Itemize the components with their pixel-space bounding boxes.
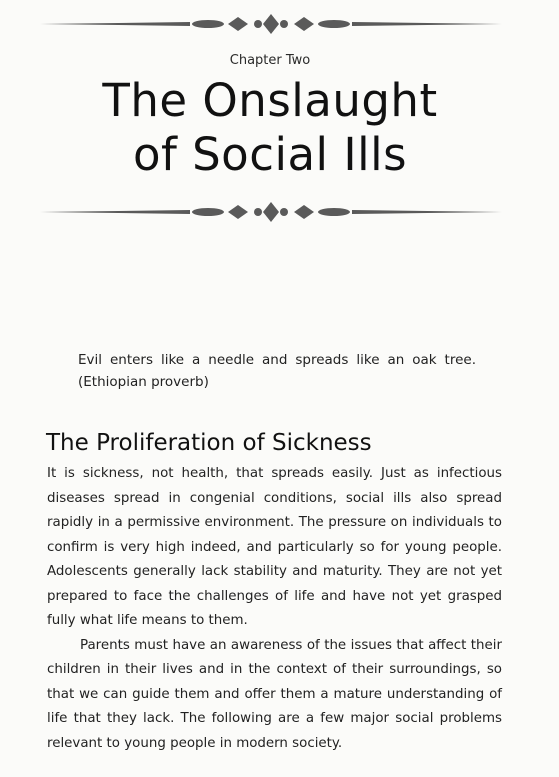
epigraph-source: (Ethiopian proverb): [78, 374, 209, 390]
paragraph-2: Parents must have an awareness of the issues that affect their children in their lives and in the context of their surroundings, so that we can guide them and offer them a mature understanding of life that they lack. The following are a few major social problems relevant to young people in modern society.: [47, 637, 502, 751]
top-ornament-divider: [40, 12, 502, 36]
chapter-title-line-1: The Onslaught: [102, 74, 438, 127]
epigraph: [78, 349, 476, 393]
chapter-title: [0, 74, 540, 182]
chapter-title-line-2: of Social Ills: [132, 128, 408, 181]
paragraph-1: It is sickness, not health, that spreads easily. Just as infectious diseases spread in congenial conditions, social ills also spread rapidly in a permissive environment. The pressure on individuals to confirm is very high indeed, and particularly so for young people. Adolescents generally lack stability and maturity. They are not yet prepared to face the challenges of life and have not yet grasped fully what life means to them.: [47, 466, 502, 628]
chapter-label: Chapter Two: [229, 53, 311, 68]
body-text: [47, 462, 502, 756]
epigraph-quote: Evil enters like a needle and spreads like an oak tree.: [78, 352, 476, 368]
section-heading: The Proliferation of Sickness: [46, 430, 372, 456]
bottom-ornament-divider: [40, 200, 502, 224]
